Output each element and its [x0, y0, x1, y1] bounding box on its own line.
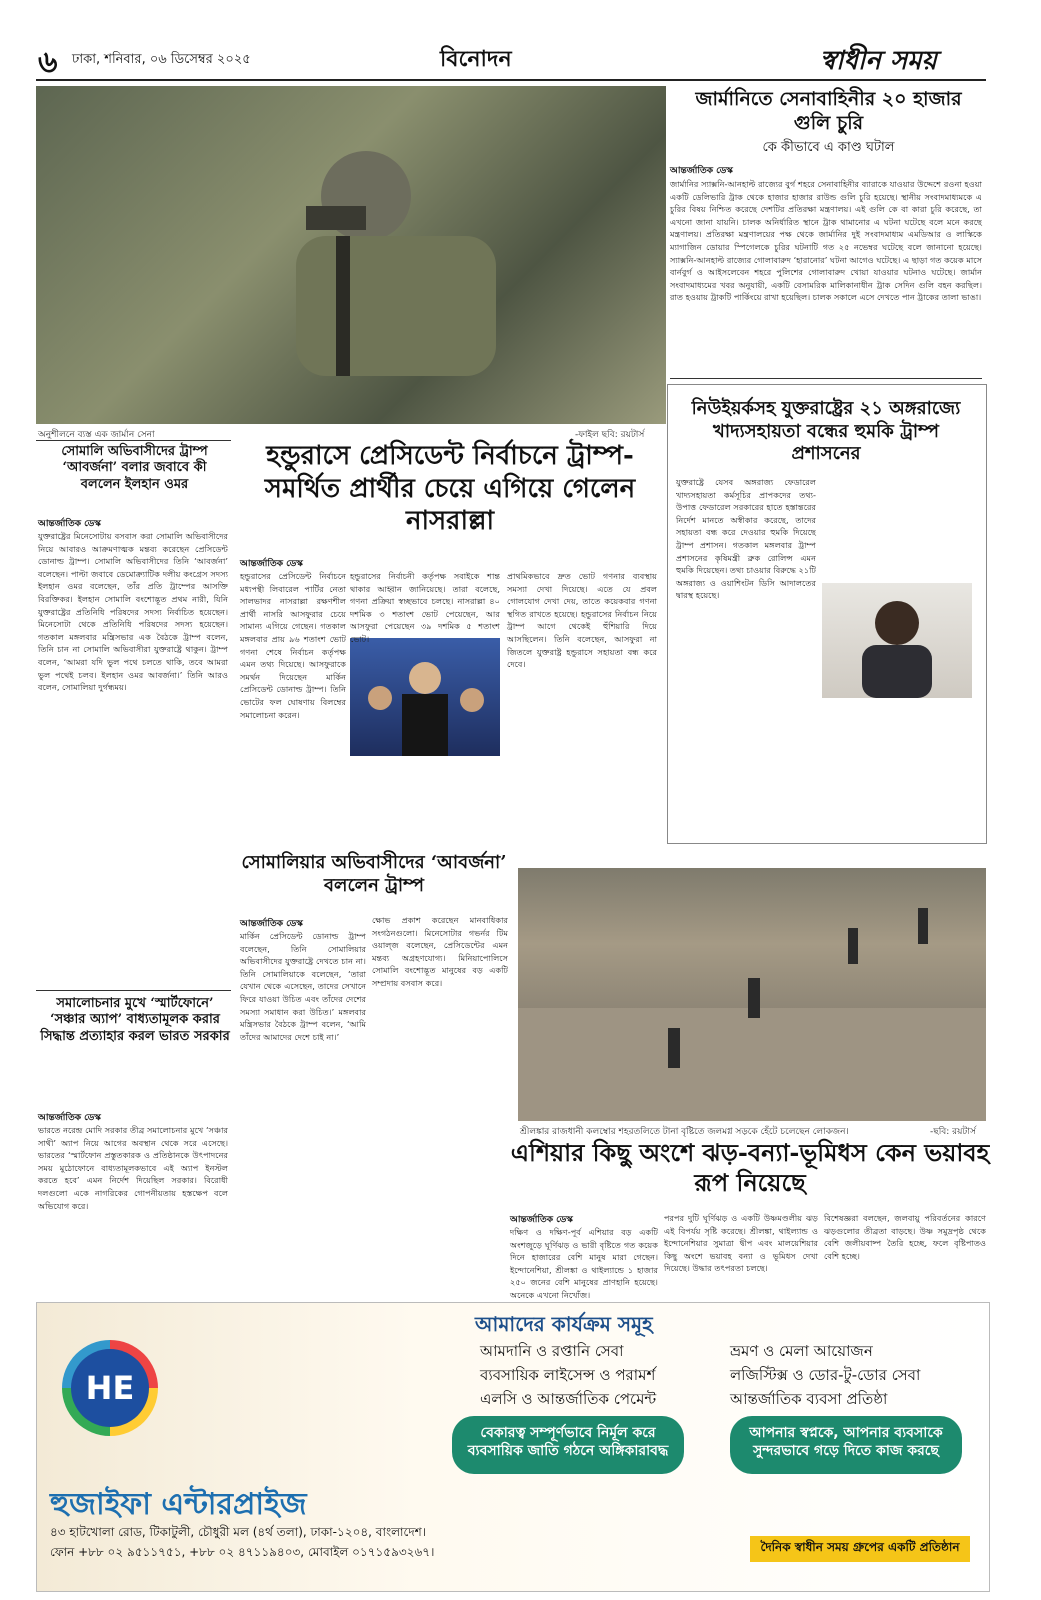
ad-item-left: এলসি ও আন্তর্জাতিক পেমেন্ট	[480, 1390, 657, 1408]
somalia-col1: মার্কিন প্রেসিডেন্ট ডোনাল্ড ট্রাম্প বলেছেন, তিনি সোমালিয়ার অভিবাসীদের যুক্তরাষ্ট্রে দেখতে চান না। তিনি সোমালিয়াকে বলেছেন, ‘তারা যেখান থেকে এসেছেন, তাদের সেখানে ফিরে যাওয়া উচিত এবং তাঁদের দেশের সমস্যা সমাধান করা উচিত।’ মঙ্গলবার মন্ত্রিসভার বৈঠকে ট্রাম্প বলেন, ‘আমি তাঁদের আমাদের দেশে চাই না।’	[240, 931, 366, 1042]
flood-col2: পরপর দুটি ঘূর্ণিঝড় ও একটি উষ্ণমণ্ডলীয় ঝড় এই বিপর্যয় সৃষ্টি করেছে। শ্রীলঙ্কা, থাইল্যান্ড ও ইন্দোনেশিয়ার সুমাত্রা দ্বীপ এবং মালয়েশিয়ার কিছু অংশে ভয়াবহ বন্যা ও ভূমিধস দেখা দিয়েছে। উদ্ধার তৎপরতা চলছে।	[664, 1213, 818, 1274]
somalia-col2: ক্ষোভ প্রকাশ করেছেন মানবাধিকার সংগঠনগুলো। মিনেসোটার গভর্নর টিম ওয়াল্জ বলেছেন, প্রেসিডেন্টের এমন মন্তব্য অগ্রহণযোগ্য। মিনিয়াপোলিসে সোমালি বংশোদ্ভূত মানুষের বড় একটি সম্প্রদায় বসবাস করে।	[372, 915, 508, 988]
flood-credit: -ছবি: রয়টার্স	[930, 1127, 976, 1137]
ad-item-right: ভ্রমণ ও মেলা আয়োজন	[730, 1342, 873, 1360]
germany-headline: জার্মানিতে সেনাবাহিনীর ২০ হাজার গুলি চুরি	[695, 88, 962, 134]
issue-date: ঢাকা, শনিবার, ০৬ ডিসেম্বর ২০২৫	[72, 52, 251, 67]
flood-illustration	[518, 868, 986, 1121]
soldier-caption: অনুশীলনে ব্যস্ত এক জার্মান সেনা	[38, 430, 155, 440]
firm-address: ৪৩ হাটখোলা রোড, টিকাটুলী, চৌধুরী মল (৪র্থ তলা), ঢাকা-১২০৪, বাংলাদেশ।	[50, 1525, 427, 1539]
germany-tag: আন্তর্জাতিক ডেস্ক	[670, 166, 733, 176]
ad-slogan-left: বেকারত্ব সম্পূর্ণভাবে নির্মূল করে ব্যবসায়িক জাতি গঠনে অঙ্গিকারাবদ্ধ	[452, 1416, 684, 1474]
crowd-illustration	[350, 638, 500, 756]
ad-item-right: লজিস্টিক্স ও ডোর-টু-ডোর সেবা	[730, 1366, 921, 1384]
person-icon	[822, 583, 972, 698]
ad-title: আমাদের কার্যক্রম সমূহ	[475, 1312, 653, 1336]
divider	[36, 440, 231, 441]
rollins-photo	[822, 583, 972, 698]
nasralla-photo	[350, 638, 500, 756]
soldier-credit: -ফাইল ছবি: রয়টার্স	[575, 430, 645, 440]
honduras-col2: হন্ডুরাসের নির্বাচনী কর্তৃপক্ষ সবাইকে শান্ত থাকার আহ্বান জানিয়েছে। তারা বলেছে, গণনা প্রক্রিয়া স্বচ্ছভাবে চলছে। নাসরাল্লা ৪০ দশমিক ৩ শতাংশ ভোট পেয়েছেন, আর আসফুরা পেয়েছেন ৩৯ দশমিক ৫ শতাংশ ভোট।	[350, 571, 500, 644]
somalia-headline: সোমালিয়ার অভিবাসীদের ‘আবর্জনা’ বললেন ট্রাম্প	[241, 852, 507, 896]
nyc-body: যুক্তরাষ্ট্রে যেসব অঙ্গরাজ্য ফেডারেল খাদ্যসহায়তা কর্মসূচির প্রাপকদের তথ্য-উপাত্ত ফেডারেল সরকারের হাতে হস্তান্তরের নির্দেশ মানতে অস্বীকার করেছে, তাদের সহায়তা বন্ধ করে দেওয়ার হুমকি দিয়েছে ট্রাম্প প্রশাসন। গতকাল মঙ্গলবার ট্রাম্প প্রশাসনের কৃষিমন্ত্রী ব্রুক রোলিন্স এমন হুমকি দিয়েছেন। তথ্য চাওয়ার বিরুদ্ধে ২১টি অঙ্গরাজ্য ও ওয়াশিংটন ডিসি আদালতের দ্বারস্থ হয়েছে।	[676, 477, 816, 601]
soldier-photo	[36, 86, 666, 424]
group-note: দৈনিক স্বাধীন সময় গ্রুপের একটি প্রতিষ্ঠান	[750, 1536, 970, 1562]
firm-phones: ফোন +৮৮ ০২ ৯৫১১৭৫১, +৮৮ ০২ ৪৭১১৯৪০৩, মোবাইল ০১৭১৫৯৩২৬৭।	[50, 1545, 435, 1559]
honduras-headline: হন্ডুরাসে প্রেসিডেন্ট নির্বাচনে ট্রাম্প-সমর্থিত প্রার্থীর চেয়ে এগিয়ে গেলেন নাসরাল্লা	[264, 441, 636, 536]
ad-item-right: আন্তর্জাতিক ব্যবসা প্রতিষ্ঠা	[730, 1390, 888, 1408]
honduras-tag: আন্তর্জাতিক ডেস্ক	[240, 559, 303, 569]
somalia-tag: আন্তর্জাতিক ডেস্ক	[240, 919, 303, 929]
app-tag: আন্তর্জাতিক ডেস্ক	[38, 1113, 101, 1123]
divider	[36, 990, 231, 991]
divider	[670, 378, 982, 379]
somali-tag: আন্তর্জাতিক ডেস্ক	[38, 519, 101, 529]
section-title: বিনোদন	[440, 46, 512, 72]
ad-item-left: আমদানি ও রপ্তানি সেবা	[480, 1342, 624, 1360]
newspaper-logo: স্বাধীন সময়	[820, 46, 937, 76]
honduras-col1: হন্ডুরাসের প্রেসিডেন্ট নির্বাচনে মধ্যপন্থী লিবারেল পার্টির নেতা সালভাদর নাসরাল্লা রক্ষণশীল প্রার্থী নাসরি আসফুরার চেয়ে সামান্য এগিয়ে গেছেন। গতকাল মঙ্গলবার প্রায় ৯৬ শতাংশ ভোট গণনা শেষে নির্বাচন কর্তৃপক্ষ এমন তথ্য দিয়েছে। আসফুরাকে সমর্থন দিয়েছেন মার্কিন প্রেসিডেন্ট ডোনাল্ড ট্রাম্প। তিনি ভোটের ফল ঘোষণায় বিলম্বের সমালোচনা করেন।	[240, 571, 346, 720]
somali-headline: সোমালি অভিবাসীদের ট্রাম্প ‘আবর্জনা’ বলার জবাবে কী বললেন ইলহান ওমর	[61, 444, 208, 492]
nyc-headline: নিউইয়র্কসহ যুক্তরাষ্ট্রের ২১ অঙ্গরাজ্যে খাদ্যসহায়তা বন্ধের হুমকি ট্রাম্প প্রশাসনের	[691, 398, 961, 464]
flood-col1: দক্ষিণ ও দক্ষিণ-পূর্ব এশিয়ার বড় একটি অংশজুড়ে ঘূর্ণিঝড় ও ভারী বৃষ্টিতে গত কয়েক দিনে হাজারের বেশি মানুষ মারা গেছেন। ইন্দোনেশিয়া, শ্রীলঙ্কা ও থাইল্যান্ডে ১ হাজার ২৫০ জনের বেশি মানুষের প্রাণহানি হয়েছে। অনেকে এখনো নিখোঁজ।	[510, 1227, 658, 1300]
app-body: ভারতে নরেন্দ্র মোদি সরকার তীব্র সমালোচনার মুখে ‘সঞ্চার সাথী’ অ্যাপ নিয়ে আগের অবস্থান থেকে সরে এসেছে। ভারতের ‘স্মার্টফোন প্রস্তুতকারক ও প্রতিষ্ঠানকে উৎপাদনের সময় মুঠোফোনে বাধ্যতামূলকভাবে এই অ্যাপ ইনস্টল করতে হবে’ এমন নির্দেশ দিয়েছিল সরকার। বিরোধী দলগুলো একে নাগরিকের গোপনীয়তায় হস্তক্ষেপ বলে অভিযোগ করে।	[38, 1125, 228, 1211]
app-headline: সমালোচনার মুখে ‘স্মার্টফোনে’ ‘সঞ্চার অ্যাপ’ বাধ্যতামূলক করার সিদ্ধান্ত প্রত্যাহার করল ভারত সরকার	[40, 996, 230, 1044]
flood-headline: এশিয়ার কিছু অংশে ঝড়-বন্যা-ভূমিধস কেন ভয়াবহ রূপ নিয়েছে	[510, 1138, 990, 1197]
flood-tag: আন্তর্জাতিক ডেস্ক	[510, 1215, 573, 1225]
ad-slogan-right: আপনার স্বপ্নকে, আপনার ব্যবসাকে সুন্দরভাবে গড়ে দিতে কাজ করছে	[730, 1416, 962, 1474]
honduras-col3: প্রাথমিকভাবে দ্রুত ভোট গণনার ব্যবস্থায় সমস্যা দেখা দিয়েছে। এতে যে প্রবল গোলযোগ দেখা দেয়, তাতে কয়েকবার গণনা স্থগিত রাখতে হয়েছে। হন্ডুরাসের নির্বাচন নিয়ে ট্রাম্প আগে থেকেই হুঁশিয়ারি দিয়ে আসছিলেন। তিনি বলেছেন, আসফুরা না জিতলে যুক্তরাষ্ট্র হন্ডুরাসে সহায়তা বন্ধ করে দেবে।	[507, 571, 657, 670]
flood-caption: শ্রীলঙ্কার রাজধানী কলম্বোর শহরতলিতে টানা বৃষ্টিতে জলমগ্ন সড়কে হেঁটে চলেছেন লোকজন।	[520, 1127, 849, 1137]
logo-text: HE	[71, 1349, 149, 1427]
somali-body: যুক্তরাষ্ট্রের মিনেসোটায় বসবাস করা সোমালি অভিবাসীদের নিয়ে আবারও আক্রমণাত্মক মন্তব্য করেছেন প্রেসিডেন্ট ডোনাল্ড ট্রাম্প। সোমালি অভিবাসীদের তিনি ‘আবর্জনা’ বলেছেন। পাল্টা জবাবে ডেমোক্র্যাটিক দলীয় কংগ্রেস সদস্য ইলহান ওমর বলেছেন, তাঁর প্রতি ট্রাম্পের আসক্তি বিরক্তিকর। ইলহান সোমালি বংশোদ্ভূত প্রথম নারী, যিনি যুক্তরাষ্ট্রের প্রতিনিধি পরিষদের সদস্য নির্বাচিত হয়েছেন। মিনেসোটা থেকে প্রতিনিধি পরিষদের সদস্য হয়েছেন। গতকাল মঙ্গলবার মন্ত্রিসভার এক বৈঠকে ট্রাম্প বলেন, তিনি চান না সোমালি অভিবাসীরা যুক্তরাষ্ট্রে থাকুন। ট্রাম্প বলেন, ‘আমরা যদি ভুল পথে চলতে থাকি, তবে আমরা ভুল পথেই চলব। ইলহান ওমর আবর্জনা।’ তিনি আরও বলেন, সোমালিয়া দুর্গন্ধময়।	[38, 531, 228, 693]
germany-subhead: কে কীভাবে এ কাণ্ড ঘটাল	[762, 140, 895, 155]
firm-name: হুজাইফা এন্টারপ্রাইজ	[50, 1487, 307, 1522]
ad-item-left: ব্যবসায়িক লাইসেন্স ও পরামর্শ	[480, 1366, 656, 1384]
page-number: ৬	[38, 45, 58, 80]
soldier-illustration	[36, 86, 666, 424]
germany-body: জার্মানির স্যাক্সনি-আনহাল্ট রাজ্যের বুর্গ শহরে সেনাবাহিনীর ব্যারাকে যাওয়ার উদ্দেশে রওনা হওয়া একটি ডেলিভারি ট্রাক থেকে হাজার হাজার রাউন্ড গুলি চুরি হয়েছে। স্থানীয় সংবাদমাধ্যমকে এ চুরির বিষয় নিশ্চিত করেছে দেশটির প্রতিরক্ষা মন্ত্রণালয়। এই গুলি কে বা কারা চুরি করেছে, তা এখনো জানা যায়নি। চালক অনির্ধারিত স্থানে ট্রাক থামানোর এ ঘটনা ঘটেছে বলে মনে করছে মন্ত্রণালয়। প্রতিরক্ষা মন্ত্রণালয়ের পক্ষ থেকে জার্মানির দুই সংবাদমাধ্যম এমডিআর ও লাস্কিকে ম্যাগাজিন ডোয়ার স্পিগেলকে চুরির ঘটনাটি গত ২৫ নভেম্বর ঘটেছে বলে জানানো হয়েছে। স্যাক্সনি-আনহাল্ট রাজ্যের গোলাবারুদ ‘হারানোর’ ঘটনা আগেও ঘটেছে। এ ছাড়া গত কয়েক মাসে বার্নবুর্গ ও আইসলেবেন শহরে পুলিশের গোলাবারুদ খোয়া যাওয়ার ঘটনাও ঘটেছে। জার্মান সংবাদমাধ্যমের খবর অনুযায়ী, একটি বেসামরিক মালিকানাধীন ট্রাক সেদিন গুলি বহন করছিল। রাত হওয়ায় ট্রাকটি পার্কিংয়ে রাখা হয়েছিল। চালক সকালে এসে দেখতে পান ট্রাকের তালা ভাঙা।	[670, 179, 982, 303]
company-logo-icon	[62, 1340, 158, 1436]
flood-photo	[518, 868, 986, 1121]
flood-col3: বিশেষজ্ঞরা বলছেন, জলবায়ু পরিবর্তনের কারণে ঝড়গুলোর তীব্রতা বাড়ছে। উষ্ণ সমুদ্রপৃষ্ঠ থেকে বেশি জলীয়বাষ্প তৈরি হচ্ছে, ফলে বৃষ্টিপাতও বেশি হচ্ছে।	[824, 1213, 986, 1261]
